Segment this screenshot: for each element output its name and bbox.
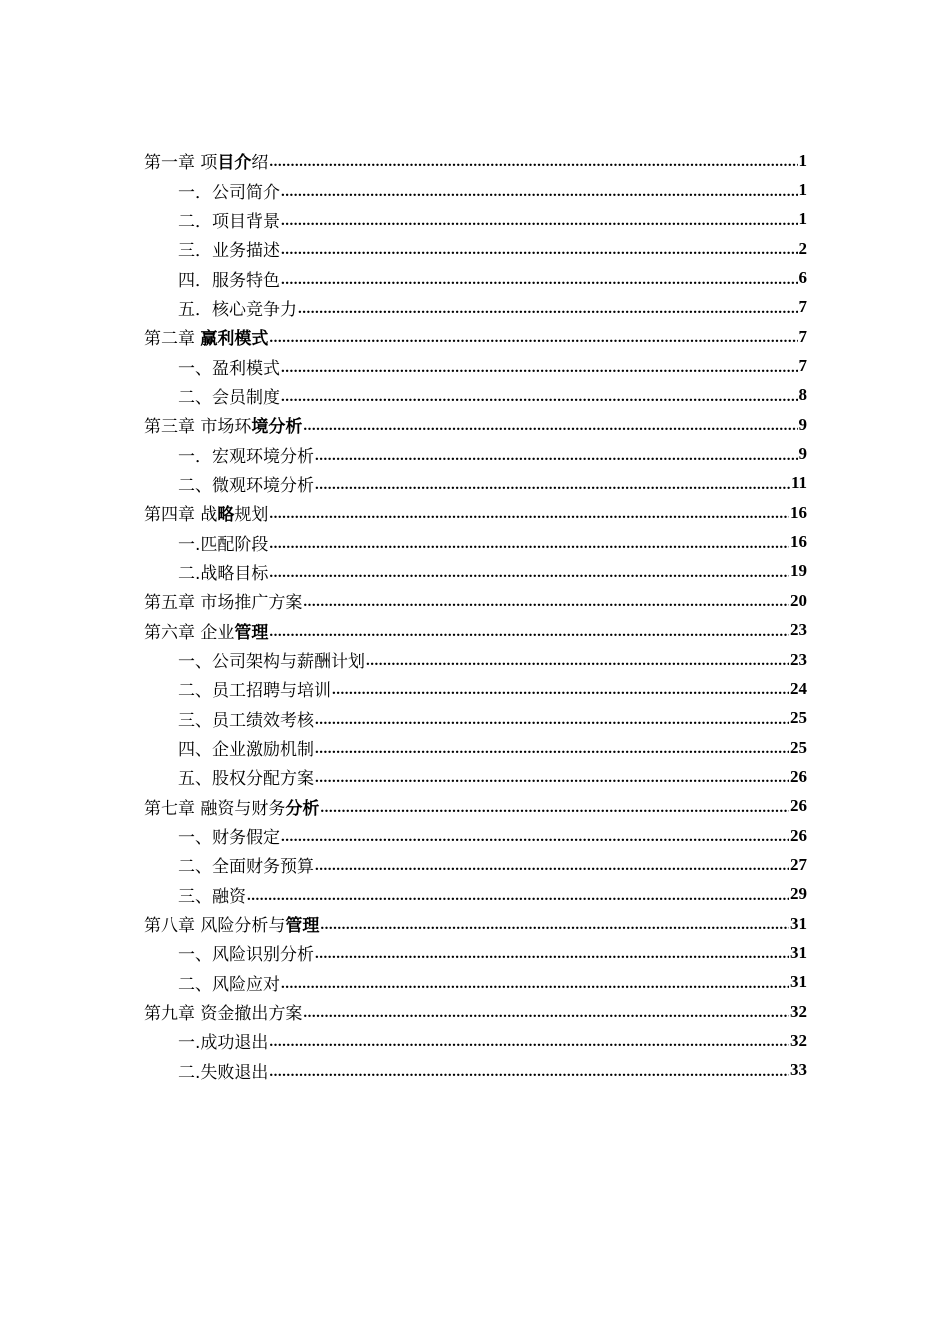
- toc-page-number: 32: [790, 1001, 807, 1021]
- toc-entry-title: [178, 970, 280, 995]
- toc-entry-title-bold-text: 管理: [234, 622, 269, 643]
- toc-dot-leader: [315, 741, 789, 758]
- toc-entry-title-text: 二.战略目标: [178, 563, 269, 584]
- toc-entry-title: [178, 442, 314, 467]
- toc-dot-leader: [269, 330, 797, 347]
- toc-section-entry[interactable]: [144, 821, 807, 850]
- toc-page-number: 29: [790, 884, 807, 904]
- toc-entry-title-text: 二.失败退出: [178, 1062, 269, 1083]
- toc-dot-leader: [315, 477, 790, 494]
- toc-page-number: 31: [790, 942, 807, 962]
- table-of-contents: [144, 146, 807, 1085]
- toc-page-number: 16: [790, 532, 807, 552]
- toc-entry-title-bold-text: 境分析: [251, 417, 303, 438]
- toc-page-number: 2: [798, 238, 807, 258]
- toc-entry-title: [178, 530, 268, 555]
- toc-page-number: 32: [790, 1030, 807, 1050]
- toc-dot-leader: [303, 594, 789, 611]
- toc-chapter-entry[interactable]: [144, 322, 807, 351]
- toc-chapter-entry[interactable]: [144, 909, 807, 938]
- toc-entry-title: [178, 266, 280, 291]
- toc-section-entry[interactable]: [144, 704, 807, 733]
- toc-entry-title-text-end: 规划: [234, 505, 269, 526]
- toc-section-entry[interactable]: [144, 1056, 807, 1085]
- toc-page-number: 23: [790, 649, 807, 669]
- toc-page-number: 8: [798, 385, 807, 405]
- toc-dot-leader: [303, 418, 797, 435]
- toc-entry-title: [178, 823, 280, 848]
- toc-page-number: 23: [790, 620, 807, 640]
- toc-entry-title: [178, 178, 280, 203]
- toc-dot-leader: [269, 154, 797, 171]
- toc-dot-leader: [281, 242, 798, 259]
- toc-entry-title: [178, 236, 280, 261]
- toc-dot-leader: [315, 858, 789, 875]
- toc-entry-title: [144, 999, 302, 1024]
- toc-page-number: 7: [798, 326, 807, 346]
- toc-section-entry[interactable]: [144, 381, 807, 410]
- toc-dot-leader: [315, 448, 798, 465]
- toc-entry-title: [178, 295, 297, 320]
- toc-entry-title: [178, 882, 246, 907]
- toc-dot-leader: [269, 506, 789, 523]
- toc-entry-title: [178, 647, 365, 672]
- toc-page-number: 19: [790, 561, 807, 581]
- toc-chapter-entry[interactable]: [144, 616, 807, 645]
- toc-entry-title-text: 二、会员制度: [178, 387, 280, 408]
- toc-page-number: 9: [798, 444, 807, 464]
- toc-section-entry[interactable]: [144, 527, 807, 556]
- toc-chapter-entry[interactable]: [144, 146, 807, 175]
- toc-entry-title: [144, 911, 319, 936]
- toc-entry-title: [144, 588, 302, 613]
- toc-chapter-entry[interactable]: [144, 792, 807, 821]
- toc-page-number: 16: [790, 502, 807, 522]
- toc-entry-title-text-end: 绍: [251, 153, 269, 174]
- toc-dot-leader: [315, 946, 789, 963]
- toc-page-number: 26: [790, 796, 807, 816]
- toc-entry-title-text: 三、员工绩效考核: [178, 710, 314, 731]
- toc-entry-title: [144, 794, 319, 819]
- toc-entry-title-text: 五．核心竞争力: [178, 299, 297, 320]
- toc-entry-title: [178, 706, 314, 731]
- toc-page-number: 9: [798, 414, 807, 434]
- toc-entry-title-text: 一、财务假定: [178, 828, 280, 849]
- toc-entry-title-text: 第七章 融资与财务: [144, 798, 286, 819]
- toc-entry-title-text: 第一章 项: [144, 153, 218, 174]
- toc-entry-title-text: 第三章 市场环: [144, 417, 252, 438]
- toc-section-entry[interactable]: [144, 439, 807, 468]
- toc-entry-title: [178, 1058, 268, 1083]
- toc-dot-leader: [269, 1064, 789, 1081]
- toc-section-entry[interactable]: [144, 175, 807, 204]
- toc-dot-leader: [281, 213, 798, 230]
- toc-dot-leader: [269, 565, 789, 582]
- toc-entry-title: [144, 148, 268, 173]
- toc-entry-title: [178, 354, 280, 379]
- toc-section-entry[interactable]: [144, 293, 807, 322]
- toc-dot-leader: [281, 272, 798, 289]
- toc-entry-title-bold-text: 管理: [285, 916, 320, 937]
- toc-section-entry[interactable]: [144, 205, 807, 234]
- toc-entry-title-text: 第二章: [144, 329, 201, 350]
- toc-dot-leader: [281, 184, 798, 201]
- toc-dot-leader: [269, 536, 789, 553]
- toc-entry-title-text: 一、风险识别分析: [178, 945, 314, 966]
- toc-entry-title: [178, 1028, 268, 1053]
- toc-entry-title-text: 二、风险应对: [178, 974, 280, 995]
- toc-entry-title-text: 一、盈利模式: [178, 358, 280, 379]
- toc-dot-leader: [332, 682, 789, 699]
- toc-entry-title: [178, 207, 280, 232]
- toc-dot-leader: [269, 624, 789, 641]
- toc-entry-title: [178, 764, 314, 789]
- toc-section-entry[interactable]: [144, 762, 807, 791]
- toc-entry-title-text: 三、融资: [178, 886, 246, 907]
- toc-entry-title-text: 一．公司简介: [178, 182, 280, 203]
- toc-section-entry[interactable]: [144, 263, 807, 292]
- toc-section-entry[interactable]: [144, 645, 807, 674]
- toc-chapter-entry[interactable]: [144, 997, 807, 1026]
- toc-entry-title-text: 五、股权分配方案: [178, 769, 314, 790]
- toc-section-entry[interactable]: [144, 880, 807, 909]
- toc-dot-leader: [320, 917, 789, 934]
- toc-dot-leader: [281, 360, 798, 377]
- toc-section-entry[interactable]: [144, 1026, 807, 1055]
- toc-entry-title-bold-text: 赢利模式: [200, 329, 269, 350]
- toc-page-number: 25: [790, 708, 807, 728]
- toc-page-number: 27: [790, 854, 807, 874]
- toc-entry-title-text: 第九章 资金撤出方案: [144, 1004, 303, 1025]
- toc-entry-title-text: 二、微观环境分析: [178, 475, 314, 496]
- toc-section-entry[interactable]: [144, 557, 807, 586]
- toc-entry-title-text: 四、企业激励机制: [178, 740, 314, 761]
- toc-entry-title: [178, 852, 314, 877]
- toc-page-number: 25: [790, 737, 807, 757]
- toc-chapter-entry[interactable]: [144, 410, 807, 439]
- toc-entry-title-text: 三．业务描述: [178, 241, 280, 262]
- toc-entry-title-text: 第六章 企业: [144, 622, 235, 643]
- toc-dot-leader: [247, 888, 789, 905]
- toc-dot-leader: [320, 800, 789, 817]
- toc-entry-title-text: 一.匹配阶段: [178, 534, 269, 555]
- toc-dot-leader: [281, 389, 798, 406]
- toc-entry-title-text: 二．项目背景: [178, 211, 280, 232]
- toc-page-number: 33: [790, 1060, 807, 1080]
- toc-section-entry[interactable]: [144, 733, 807, 762]
- toc-page-number: 31: [790, 913, 807, 933]
- toc-page-number: 26: [790, 825, 807, 845]
- toc-page-number: 1: [798, 180, 807, 200]
- toc-entry-title: [144, 500, 268, 525]
- toc-section-entry[interactable]: [144, 469, 807, 498]
- toc-entry-title: [178, 735, 314, 760]
- toc-entry-title: [178, 559, 268, 584]
- toc-page-number: 11: [790, 473, 807, 493]
- toc-entry-title-text: 二、全面财务预算: [178, 857, 314, 878]
- toc-dot-leader: [303, 1005, 789, 1022]
- toc-entry-title-text: 第四章 战: [144, 505, 218, 526]
- toc-page-number: 20: [790, 590, 807, 610]
- toc-chapter-entry[interactable]: [144, 586, 807, 615]
- toc-entry-title: [178, 676, 331, 701]
- toc-entry-title: [144, 618, 268, 643]
- toc-entry-title-bold-text: 略: [217, 505, 235, 526]
- toc-section-entry[interactable]: [144, 968, 807, 997]
- toc-page-number: 31: [790, 972, 807, 992]
- toc-entry-title-text: 二、员工招聘与培训: [178, 681, 331, 702]
- toc-entry-title-text: 第五章 市场推广方案: [144, 593, 303, 614]
- toc-chapter-entry[interactable]: [144, 498, 807, 527]
- toc-page-number: 7: [798, 356, 807, 376]
- toc-page-number: 1: [798, 209, 807, 229]
- toc-section-entry[interactable]: [144, 850, 807, 879]
- toc-entry-title: [144, 324, 268, 349]
- toc-dot-leader: [366, 653, 789, 670]
- toc-page-number: 6: [798, 268, 807, 288]
- toc-entry-title: [178, 383, 280, 408]
- toc-dot-leader: [298, 301, 798, 318]
- toc-entry-title-text: 一.成功退出: [178, 1033, 269, 1054]
- toc-page-number: 7: [798, 297, 807, 317]
- toc-entry-title-text: 四．服务特色: [178, 270, 280, 291]
- toc-entry-title: [144, 412, 302, 437]
- toc-page-number: 26: [790, 766, 807, 786]
- toc-entry-title-text: 一．宏观环境分析: [178, 446, 314, 467]
- toc-page-number: 1: [798, 150, 807, 170]
- toc-page-number: 24: [790, 678, 807, 698]
- toc-entry-title-bold-text: 目介: [217, 153, 252, 174]
- toc-entry-title-text: 一、公司架构与薪酬计划: [178, 652, 365, 673]
- toc-dot-leader: [269, 1034, 789, 1051]
- toc-dot-leader: [315, 712, 789, 729]
- toc-section-entry[interactable]: [144, 234, 807, 263]
- toc-dot-leader: [315, 770, 789, 787]
- toc-dot-leader: [281, 829, 789, 846]
- toc-dot-leader: [281, 976, 789, 993]
- toc-section-entry[interactable]: [144, 351, 807, 380]
- toc-entry-title-text: 第八章 风险分析与: [144, 916, 286, 937]
- toc-section-entry[interactable]: [144, 938, 807, 967]
- toc-entry-title: [178, 471, 314, 496]
- toc-entry-title: [178, 940, 314, 965]
- toc-entry-title-bold-text: 分析: [285, 798, 320, 819]
- toc-section-entry[interactable]: [144, 674, 807, 703]
